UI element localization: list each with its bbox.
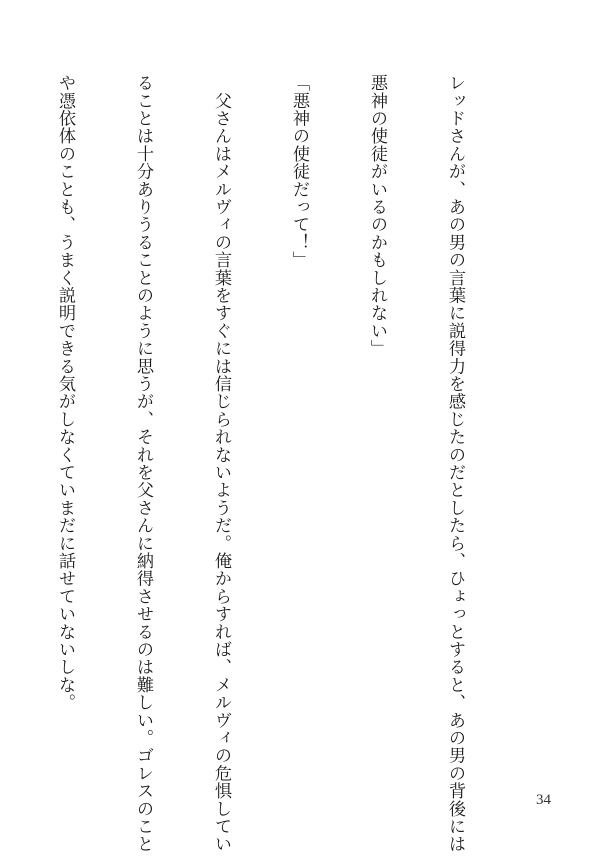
- text-line: 悪神の使徒がいるのかもしれない」: [367, 74, 387, 358]
- text-line: 「悪神の使徒だって！」: [289, 74, 309, 269]
- text-line: や憑依体のことも、うまく説明できる気がしなくていまだに話せていないしな。: [55, 74, 75, 712]
- page-number: 34: [536, 792, 551, 808]
- text-line: 父さんはメルヴィの言葉をすぐには信じられないようだ。俺からすれば、メルヴィの危惧してい: [211, 74, 231, 853]
- vertical-text-block: [0, 74, 520, 853]
- text-line: レッドさんが、あの男の言葉に説得力を感じたのだとしたら、ひょっとすると、あの男の背後には: [445, 74, 465, 853]
- text-line: ることは十分ありうることのように思うが、それを父さんに納得させるのは難しい。ゴレスのこと: [133, 74, 153, 853]
